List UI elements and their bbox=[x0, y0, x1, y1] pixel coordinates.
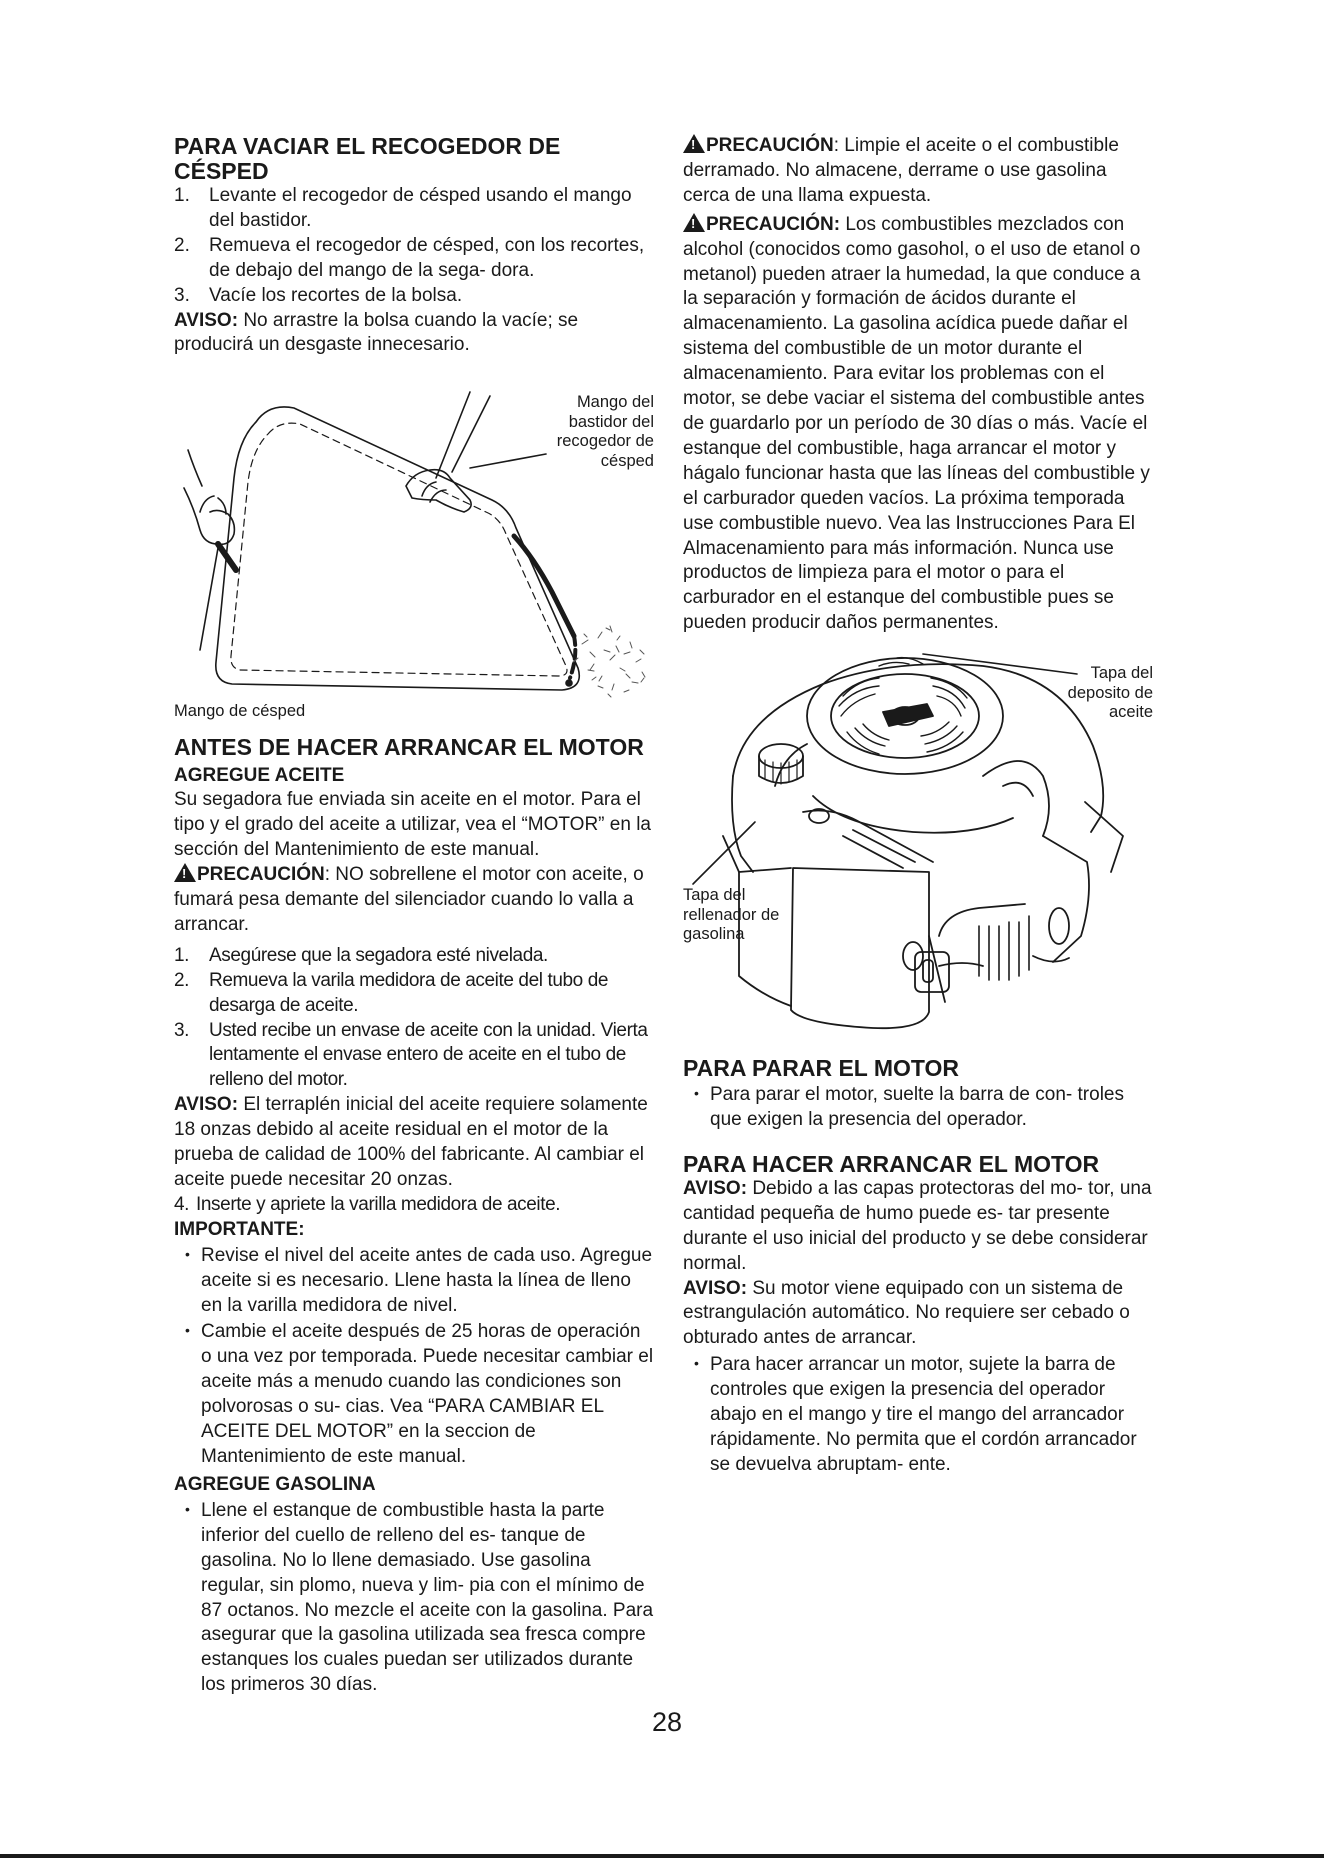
section-title-start-engine: PARA HACER ARRANCAR EL MOTOR bbox=[683, 1150, 1100, 1177]
fuel-bullets bbox=[174, 1497, 654, 1698]
notice-text: Su motor viene equipado con un sistema de estrangulación automático. No requiere ser cebado o obturado antes de arrancar. bbox=[683, 1277, 1130, 1349]
warning-triangle-icon bbox=[174, 863, 196, 882]
section-title-empty-bag: PARA VACIAR EL RECOGEDOR DE CÉSPED bbox=[174, 133, 561, 184]
list-item bbox=[174, 234, 654, 284]
step-text: Vacíe los recortes de la bolsa. bbox=[209, 284, 463, 306]
list-item bbox=[174, 1497, 654, 1698]
oil-step-4 bbox=[174, 1193, 654, 1218]
bullet-text: Llene el estanque de combustible hasta la parte inferior del cuello de relleno del es- tanque de gasolina. No lo llene demasiado. Use gasolina regular, sin plomo, nueva y lim- pia con el mínimo de 87 octanos. No mezcle el aceite con la gasolina. Para asegurar que la gasolina utilizada sea fresca compre estanques los cuales puedan ser utilizados durante los primeros 30 días. bbox=[201, 1499, 654, 1696]
step-number: 4. bbox=[174, 1193, 190, 1215]
empty-bag-steps bbox=[174, 184, 654, 309]
caution-paragraph bbox=[683, 213, 1153, 636]
oil-cap-label: Tapa del deposito de aceite bbox=[1067, 664, 1153, 722]
fuel-cap-label: Tapa del rellenador de gasolina bbox=[683, 886, 780, 944]
list-item bbox=[683, 1351, 1153, 1478]
section-title-before-start: ANTES DE HACER ARRANCAR EL MOTOR bbox=[174, 734, 644, 761]
step-text: Levante el recogedor de césped usando el mango del bastidor. bbox=[209, 185, 632, 231]
bullet-icon: • bbox=[694, 1355, 699, 1372]
bullet-icon: • bbox=[185, 1500, 190, 1517]
bullet-icon: • bbox=[185, 1322, 190, 1339]
warning-triangle-icon bbox=[683, 213, 705, 232]
bullet-text: Revise el nivel del aceite antes de cada uso. Agregue aceite si es necesario. Llene hasta la línea de lleno en la varilla medidora de nivel. bbox=[201, 1244, 653, 1316]
caution-paragraph bbox=[174, 863, 654, 938]
notice-paragraph bbox=[174, 309, 654, 359]
subsection-title-add-fuel: AGREGUE GASOLINA bbox=[174, 1473, 376, 1495]
caution-paragraph bbox=[683, 134, 1153, 209]
notice-text: El terraplén inicial del aceite requiere solamente 18 onzas debido al aceite residual en el motor de la prueba de calidad de 100% del fabricante. Al cambiar el aceite puede necesitar 20 onzas. bbox=[174, 1094, 648, 1190]
step-number: 2. bbox=[174, 234, 190, 256]
engine-figure bbox=[683, 636, 1153, 1046]
grass-bag-figure bbox=[174, 358, 654, 730]
important-label: IMPORTANTE: bbox=[174, 1218, 305, 1240]
page-number: 28 bbox=[651, 1707, 683, 1737]
left-column bbox=[174, 134, 654, 1698]
list-item bbox=[174, 1242, 654, 1319]
oil-intro: Su segadora fue enviada sin aceite en el motor. Para el tipo y el grado del aceite a utilizar, vea el “MOTOR” en la sección del Mantenimiento de este manual. bbox=[174, 789, 651, 861]
list-item bbox=[174, 284, 654, 309]
list-item bbox=[174, 1318, 654, 1469]
step-text: Remueva la varila medidora de aceite del tubo de desarga de aceite. bbox=[209, 969, 609, 1016]
subsection-title-add-oil: AGREGUE ACEITE bbox=[174, 765, 345, 787]
bullet-icon: • bbox=[694, 1085, 699, 1102]
caution-text: Los combustibles mezclados con alcohol (conocidos como gasohol, o el uso de etanol o metanol) pueden atraer la humedad, la que conduce a la separación y formación de ácidos durante el almacenamiento. La gasolina acídica puede dañar el sistema del combustible de un motor durante el almacenamiento. Para evitar los problemas con el motor, se debe vaciar el sistema del combustible antes de guardarlo por un período de 30 días o más. Vacíe el estanque del combustible, haga arrancar el motor y hágalo funcionar hasta que las líneas del combustible y el carburador queden vacíos. La próxima temporada use combustible nuevo. Vea las Instrucciones Para El Almacenamiento para más información. Nunca use productos de limpieza para el motor o para el carburador en el estanque del combustible pues se pueden producir daños permanentes. bbox=[683, 213, 1150, 634]
notice-label: AVISO: bbox=[174, 309, 239, 331]
notice-label: AVISO: bbox=[174, 1094, 239, 1116]
notice-paragraph bbox=[174, 1093, 654, 1193]
list-item bbox=[174, 1019, 654, 1094]
step-text: Usted recibe un envase de aceite con la unidad. Vierta lentamente el envase entero de aceite en el tubo de relleno del motor. bbox=[209, 1019, 648, 1091]
bullet-icon: • bbox=[185, 1245, 190, 1262]
list-item bbox=[683, 1081, 1153, 1133]
notice-paragraph bbox=[683, 1177, 1153, 1277]
frame-handle-label: Mango del bastidor del recogedor de césped bbox=[556, 393, 654, 470]
step-text: Remueva el recogedor de césped, con los recortes, de debajo del mango de la sega- dora. bbox=[209, 234, 645, 281]
notice-text: Debido a las capas protectoras del mo- tor, una cantidad pequeña de humo puede es- tar presente durante el uso inicial del producto y se debe considerar normal. bbox=[683, 1177, 1152, 1274]
list-item bbox=[174, 184, 654, 234]
step-number: 3. bbox=[174, 284, 190, 306]
caution-label: PRECAUCIÓN bbox=[706, 135, 834, 156]
oil-steps bbox=[174, 944, 654, 1093]
caution-label: PRECAUCIÓN bbox=[197, 864, 325, 886]
caution-label: PRECAUCIÓN: bbox=[706, 213, 841, 235]
notice-text: No arrastre la bolsa cuando la vacíe; se producirá un desgaste innecesario. bbox=[174, 309, 579, 356]
step-number: 1. bbox=[174, 185, 190, 206]
notice-label: AVISO: bbox=[683, 1177, 748, 1199]
notice-label: AVISO: bbox=[683, 1277, 748, 1299]
caution-text: : NO sobrellene el motor con aceite, o fumará pesa demante del silenciador cuando lo valla a arrancar. bbox=[174, 864, 644, 935]
caution-text: : Limpie el aceite o el combustible derramado. No almacene, derrame o use gasolina cerca de una llama expuesta. bbox=[683, 135, 1119, 206]
grass-handle-label: Mango de césped bbox=[174, 702, 306, 721]
notice-paragraph bbox=[683, 1277, 1153, 1352]
bullet-text: Cambie el aceite después de 25 horas de operación o una vez por temporada. Puede necesitar cambiar el aceite más a menudo cuando las condiciones son polvorosas o su- cias. Vea “PARA CAMBIAR EL ACEITE DEL MOTOR” en la seccion de Mantenimiento de este manual. bbox=[201, 1321, 654, 1467]
start-bullets bbox=[683, 1351, 1153, 1478]
bullet-text: Para hacer arrancar un motor, sujete la barra de controles que exigen la presencia del operador abajo en el mango y tire el mango del arrancador rápidamente. No permita que el cordón arrancador se devuelva abruptam- ente. bbox=[710, 1354, 1137, 1475]
step-number: 3. bbox=[174, 1019, 190, 1041]
step-text: Inserte y apriete la varilla medidora de aceite. bbox=[196, 1193, 561, 1215]
list-item bbox=[174, 969, 654, 1019]
step-number: 2. bbox=[174, 969, 190, 991]
important-bullets bbox=[174, 1242, 654, 1470]
right-column bbox=[683, 134, 1153, 1478]
stop-bullets bbox=[683, 1081, 1153, 1133]
step-text: Asegúrese que la segadora esté nivelada. bbox=[209, 944, 548, 966]
list-item bbox=[174, 944, 654, 969]
list-item bbox=[174, 1193, 654, 1218]
bullet-text: Para parar el motor, suelte la barra de con- troles que exigen la presencia del operador. bbox=[710, 1084, 1124, 1131]
warning-triangle-icon bbox=[683, 134, 705, 153]
step-number: 1. bbox=[174, 944, 190, 966]
bottom-rule bbox=[0, 1854, 1324, 1858]
section-title-stop-engine: PARA PARAR EL MOTOR bbox=[683, 1055, 960, 1082]
